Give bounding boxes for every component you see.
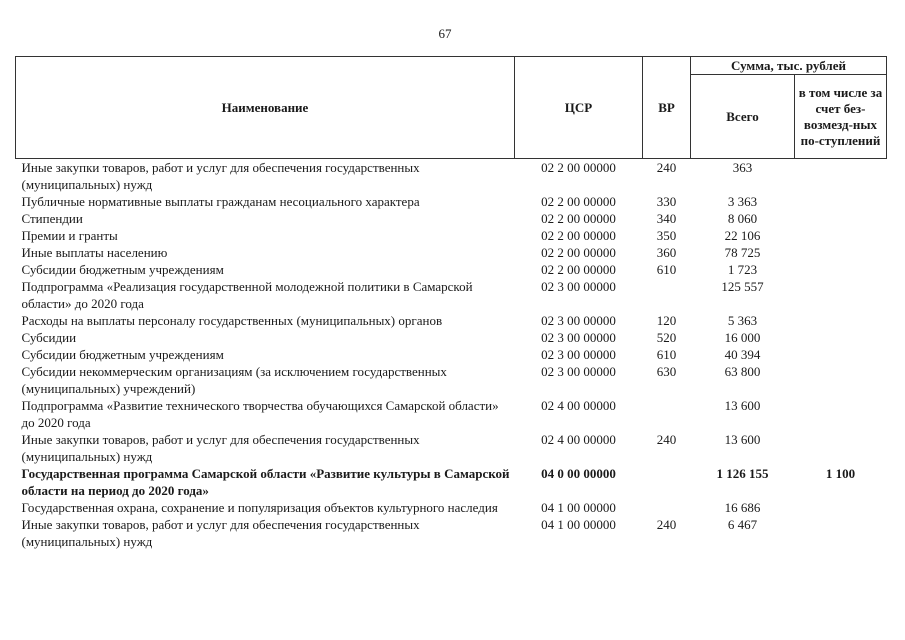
table-row — [16, 159, 887, 194]
cell-free-receipts: 1 100 — [825, 466, 856, 481]
header-free-receipts — [795, 75, 887, 159]
cell-free-receipts — [795, 499, 887, 516]
cell-csr: 02 3 00 00000 — [541, 313, 616, 328]
table-row — [16, 278, 887, 312]
table-row — [16, 346, 887, 363]
cell-csr: 02 2 00 00000 — [541, 262, 616, 277]
cell-csr: 02 2 00 00000 — [541, 211, 616, 226]
cell-free-receipts — [795, 397, 887, 431]
table-row — [16, 499, 887, 516]
table-row — [16, 431, 887, 465]
header-free-receipts-text: в том числе за счет без-возмезд-ных по-ступлений — [798, 84, 883, 148]
cell-free-receipts — [795, 312, 887, 329]
table-row — [16, 261, 887, 278]
cell-csr: 02 4 00 00000 — [541, 398, 616, 413]
cell-csr: 02 2 00 00000 — [541, 228, 616, 243]
cell-total: 63 800 — [724, 364, 761, 379]
cell-vr: 350 — [656, 228, 677, 243]
cell-total: 16 686 — [724, 500, 761, 515]
cell-csr: 02 3 00 00000 — [541, 347, 616, 362]
cell-csr: 02 4 00 00000 — [541, 432, 616, 447]
table-row — [16, 193, 887, 210]
cell-csr: 02 3 00 00000 — [541, 364, 616, 379]
cell-name: Публичные нормативные выплаты гражданам несоциального характера — [21, 194, 420, 209]
cell-total: 78 725 — [724, 245, 761, 260]
cell-vr: 240 — [656, 160, 677, 175]
cell-name: Иные выплаты населению — [21, 245, 168, 260]
cell-csr: 02 2 00 00000 — [541, 194, 616, 209]
cell-total: 125 557 — [721, 279, 764, 294]
cell-vr: 240 — [656, 517, 677, 532]
cell-free-receipts — [795, 363, 887, 397]
cell-free-receipts — [795, 278, 887, 312]
table-header — [16, 57, 887, 159]
cell-vr — [643, 278, 691, 312]
cell-free-receipts — [795, 431, 887, 465]
table-row — [16, 397, 887, 431]
table-row — [16, 227, 887, 244]
cell-name: Иные закупки товаров, работ и услуг для обеспечения государственных (муниципальных) нужд — [21, 517, 420, 549]
cell-total: 5 363 — [727, 313, 758, 328]
cell-vr: 630 — [656, 364, 677, 379]
cell-total: 40 394 — [724, 347, 761, 362]
table-row — [16, 363, 887, 397]
cell-vr — [643, 499, 691, 516]
cell-name: Подпрограмма «Реализация государственной молодежной политики в Самарской области» до 2020 года — [21, 279, 473, 311]
cell-free-receipts — [795, 261, 887, 278]
cell-total: 3 363 — [727, 194, 758, 209]
cell-total: 22 106 — [724, 228, 761, 243]
cell-total: 8 060 — [727, 211, 758, 226]
cell-vr: 360 — [656, 245, 677, 260]
cell-free-receipts — [795, 346, 887, 363]
cell-name: Иные закупки товаров, работ и услуг для обеспечения государственных (муниципальных) нужд — [21, 160, 420, 192]
cell-vr: 340 — [656, 211, 677, 226]
cell-free-receipts — [795, 329, 887, 346]
cell-csr: 02 2 00 00000 — [541, 245, 616, 260]
cell-total: 13 600 — [724, 432, 761, 447]
cell-name: Подпрограмма «Развитие технического творчества обучающихся Самарской области» до 2020 года — [21, 398, 499, 430]
table-row — [16, 329, 887, 346]
cell-csr: 04 1 00 00000 — [541, 517, 616, 532]
cell-name: Субсидии некоммерческим организациям (за исключением государственных (муниципальных) учреждений) — [21, 364, 447, 396]
cell-vr — [643, 465, 691, 499]
table-row — [16, 312, 887, 329]
cell-name: Стипендии — [21, 211, 83, 226]
cell-total: 16 000 — [724, 330, 761, 345]
cell-vr: 120 — [656, 313, 677, 328]
header-name: Наименование — [16, 57, 515, 159]
table-row — [16, 210, 887, 227]
page-number: 67 — [438, 26, 452, 41]
table-row — [16, 516, 887, 550]
table-row — [16, 465, 887, 499]
header-total: Всего — [691, 75, 795, 159]
cell-name: Субсидии бюджетным учреждениям — [21, 262, 224, 277]
budget-table — [15, 56, 887, 550]
cell-vr: 330 — [656, 194, 677, 209]
cell-name: Премии и гранты — [21, 228, 118, 243]
cell-free-receipts — [795, 159, 887, 194]
cell-vr — [643, 397, 691, 431]
header-csr: ЦСР — [515, 57, 643, 159]
cell-total: 13 600 — [724, 398, 761, 413]
cell-csr: 02 3 00 00000 — [541, 330, 616, 345]
cell-vr: 610 — [656, 347, 677, 362]
cell-name: Государственная программа Самарской области «Развитие культуры в Самарской области на период до 2020 года» — [21, 466, 510, 498]
cell-name: Иные закупки товаров, работ и услуг для обеспечения государственных (муниципальных) нужд — [21, 432, 420, 464]
cell-total: 1 126 155 — [716, 466, 769, 481]
table-row — [16, 244, 887, 261]
cell-free-receipts — [795, 193, 887, 210]
cell-csr: 04 0 00 00000 — [541, 466, 616, 481]
cell-vr: 610 — [656, 262, 677, 277]
header-amount-group: Сумма, тыс. рублей — [691, 57, 887, 75]
cell-free-receipts — [795, 244, 887, 261]
cell-name: Расходы на выплаты персоналу государственных (муниципальных) органов — [21, 313, 443, 328]
cell-total: 1 723 — [727, 262, 758, 277]
cell-free-receipts — [795, 227, 887, 244]
cell-total: 6 467 — [727, 517, 758, 532]
cell-free-receipts — [795, 516, 887, 550]
cell-free-receipts — [795, 210, 887, 227]
table-body — [16, 159, 887, 551]
cell-name: Субсидии бюджетным учреждениям — [21, 347, 224, 362]
header-vr: ВР — [643, 57, 691, 159]
cell-csr: 02 3 00 00000 — [541, 279, 616, 294]
cell-vr: 240 — [656, 432, 677, 447]
cell-name: Государственная охрана, сохранение и популяризация объектов культурного наследия — [21, 500, 498, 515]
cell-total: 363 — [732, 160, 753, 175]
cell-name: Субсидии — [21, 330, 77, 345]
cell-csr: 04 1 00 00000 — [541, 500, 616, 515]
cell-vr: 520 — [656, 330, 677, 345]
cell-csr: 02 2 00 00000 — [541, 160, 616, 175]
